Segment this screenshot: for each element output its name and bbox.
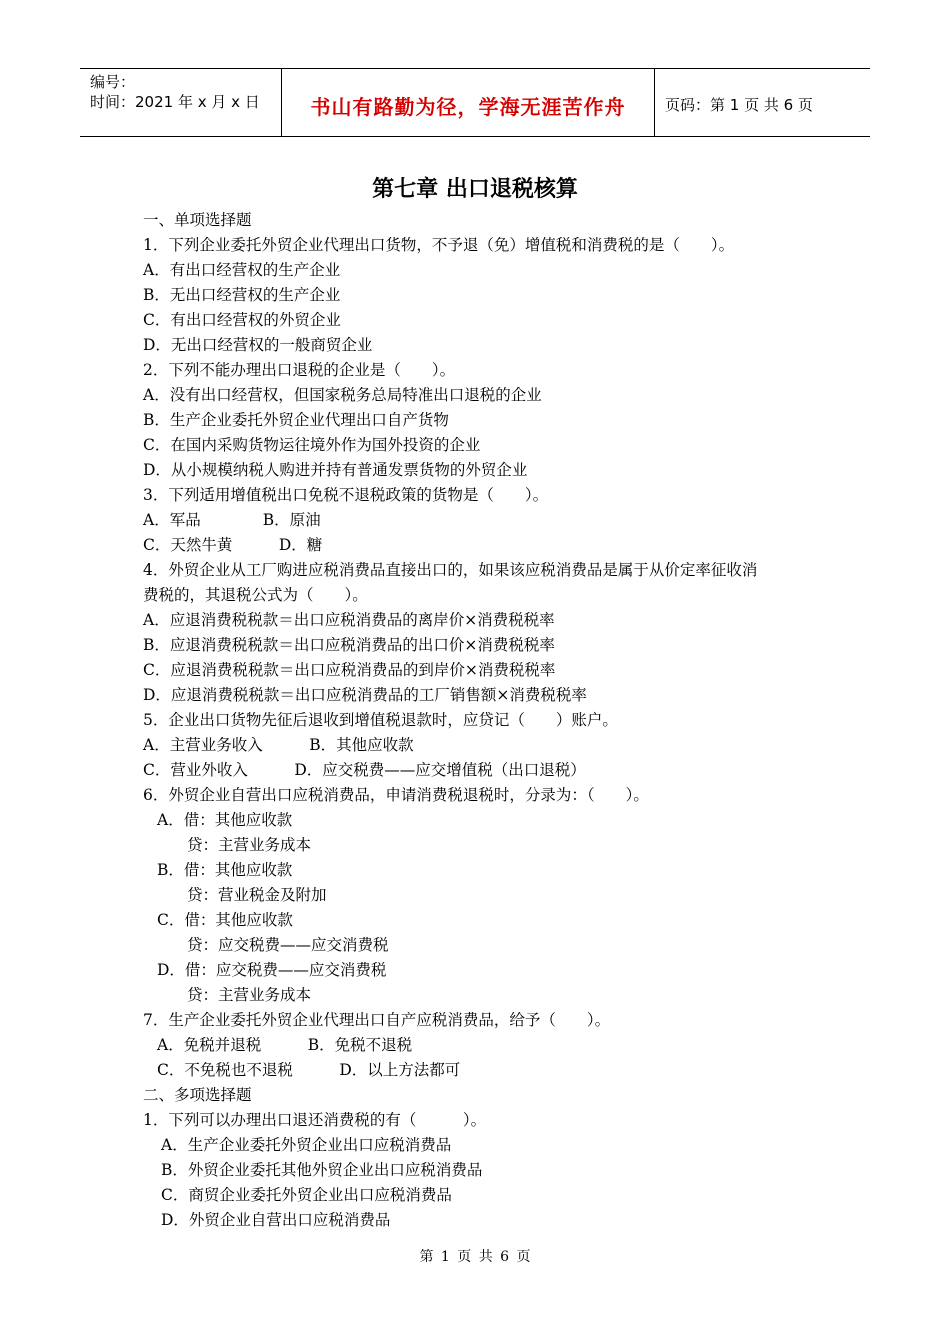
option-line: D．借：应交税费——应交消费税	[157, 961, 387, 979]
question-text: 2．下列不能办理出口退税的企业是（ ）。	[143, 361, 456, 379]
section-heading: 二、多项选择题	[143, 1086, 252, 1104]
header-motto-cell	[282, 69, 655, 136]
question-text: 7．生产企业委托外贸企业代理出口自产应税消费品，给予（ ）。	[143, 1011, 611, 1029]
option-line: A．主营业务收入 B．其他应收款	[143, 736, 414, 754]
header-page-cell	[655, 69, 870, 136]
option-line: B．生产企业委托外贸企业代理出口自产货物	[143, 411, 449, 429]
question-text: 6．外贸企业自营出口应税消费品，申请消费税退税时，分录为：（ ）。	[143, 786, 649, 804]
document-date-label: 时间：2021 年 x 月 x 日	[90, 93, 260, 111]
chapter-title: 第七章 出口退税核算	[372, 177, 578, 202]
credit-entry-line: 贷：应交税费——应交消费税	[187, 936, 389, 954]
page-footer: 第 1 页 共 6 页	[419, 1249, 531, 1265]
credit-entry-line: 贷：主营业务成本	[187, 836, 312, 854]
header-meta-cell	[80, 69, 282, 136]
option-line: C．借：其他应收款	[157, 911, 293, 929]
option-line: A．有出口经营权的生产企业	[143, 261, 341, 279]
question-text: 4．外贸企业从工厂购进应税消费品直接出口的，如果该应税消费品是属于从价定率征收消	[143, 561, 758, 579]
section-heading: 一、单项选择题	[143, 211, 252, 229]
option-line: A．军品 B．原油	[143, 511, 321, 529]
option-line: C．不免税也不退税 D．以上方法都可	[157, 1061, 461, 1079]
header-motto: 书山有路勤为径，学海无涯苦作舟	[310, 95, 626, 119]
option-line: C．有出口经营权的外贸企业	[143, 311, 341, 329]
option-line: A．借：其他应收款	[157, 811, 293, 829]
option-line: C．在国内采购货物运往境外作为国外投资的企业	[143, 436, 481, 454]
question-text: 3．下列适用增值税出口免税不退税政策的货物是（ ）。	[143, 486, 549, 504]
page-header	[80, 68, 870, 137]
option-line: A．没有出口经营权，但国家税务总局特准出口退税的企业	[143, 386, 542, 404]
option-line: C．营业外收入 D．应交税费——应交增值税（出口退税）	[143, 761, 586, 779]
question-text: 1．下列企业委托外贸企业代理出口货物，不予退（免）增值税和消费税的是（ ）。	[143, 236, 735, 254]
option-line: A．免税并退税 B．免税不退税	[157, 1036, 413, 1054]
credit-entry-line: 贷：营业税金及附加	[187, 886, 327, 904]
option-line: D．外贸企业自营出口应税消费品	[161, 1211, 391, 1229]
option-line: B．外贸企业委托其他外贸企业出口应税消费品	[161, 1161, 483, 1179]
question-text: 1．下列可以办理出口退还消费税的有（ ）。	[143, 1111, 487, 1129]
header-page-info: 页码：第 1 页 共 6 页	[665, 96, 813, 114]
option-line: C．天然牛黄 D．糖	[143, 536, 323, 554]
option-line: B．应退消费税税款＝出口应税消费品的出口价×消费税税率	[143, 636, 555, 654]
option-line: C．应退消费税税款＝出口应税消费品的到岸价×消费税税率	[143, 661, 556, 679]
option-line: B．无出口经营权的生产企业	[143, 286, 341, 304]
option-line: D．从小规模纳税人购进并持有普通发票货物的外贸企业	[143, 461, 528, 479]
option-line: B．借：其他应收款	[157, 861, 293, 879]
option-line: A．生产企业委托外贸企业出口应税消费品	[161, 1136, 452, 1154]
question-text-continued: 费税的，其退税公式为（ ）。	[143, 586, 368, 604]
credit-entry-line: 贷：主营业务成本	[187, 986, 312, 1004]
document-number-label: 编号：	[90, 73, 136, 91]
question-body	[143, 208, 823, 1233]
question-text: 5．企业出口货物先征后退收到增值税退款时，应贷记（ ）账户。	[143, 711, 618, 729]
option-line: D．无出口经营权的一般商贸企业	[143, 336, 373, 354]
option-line: D．应退消费税税款＝出口应税消费品的工厂销售额×消费税税率	[143, 686, 587, 704]
option-line: A．应退消费税税款＝出口应税消费品的离岸价×消费税税率	[143, 611, 555, 629]
option-line: C．商贸企业委托外贸企业出口应税消费品	[161, 1186, 452, 1204]
